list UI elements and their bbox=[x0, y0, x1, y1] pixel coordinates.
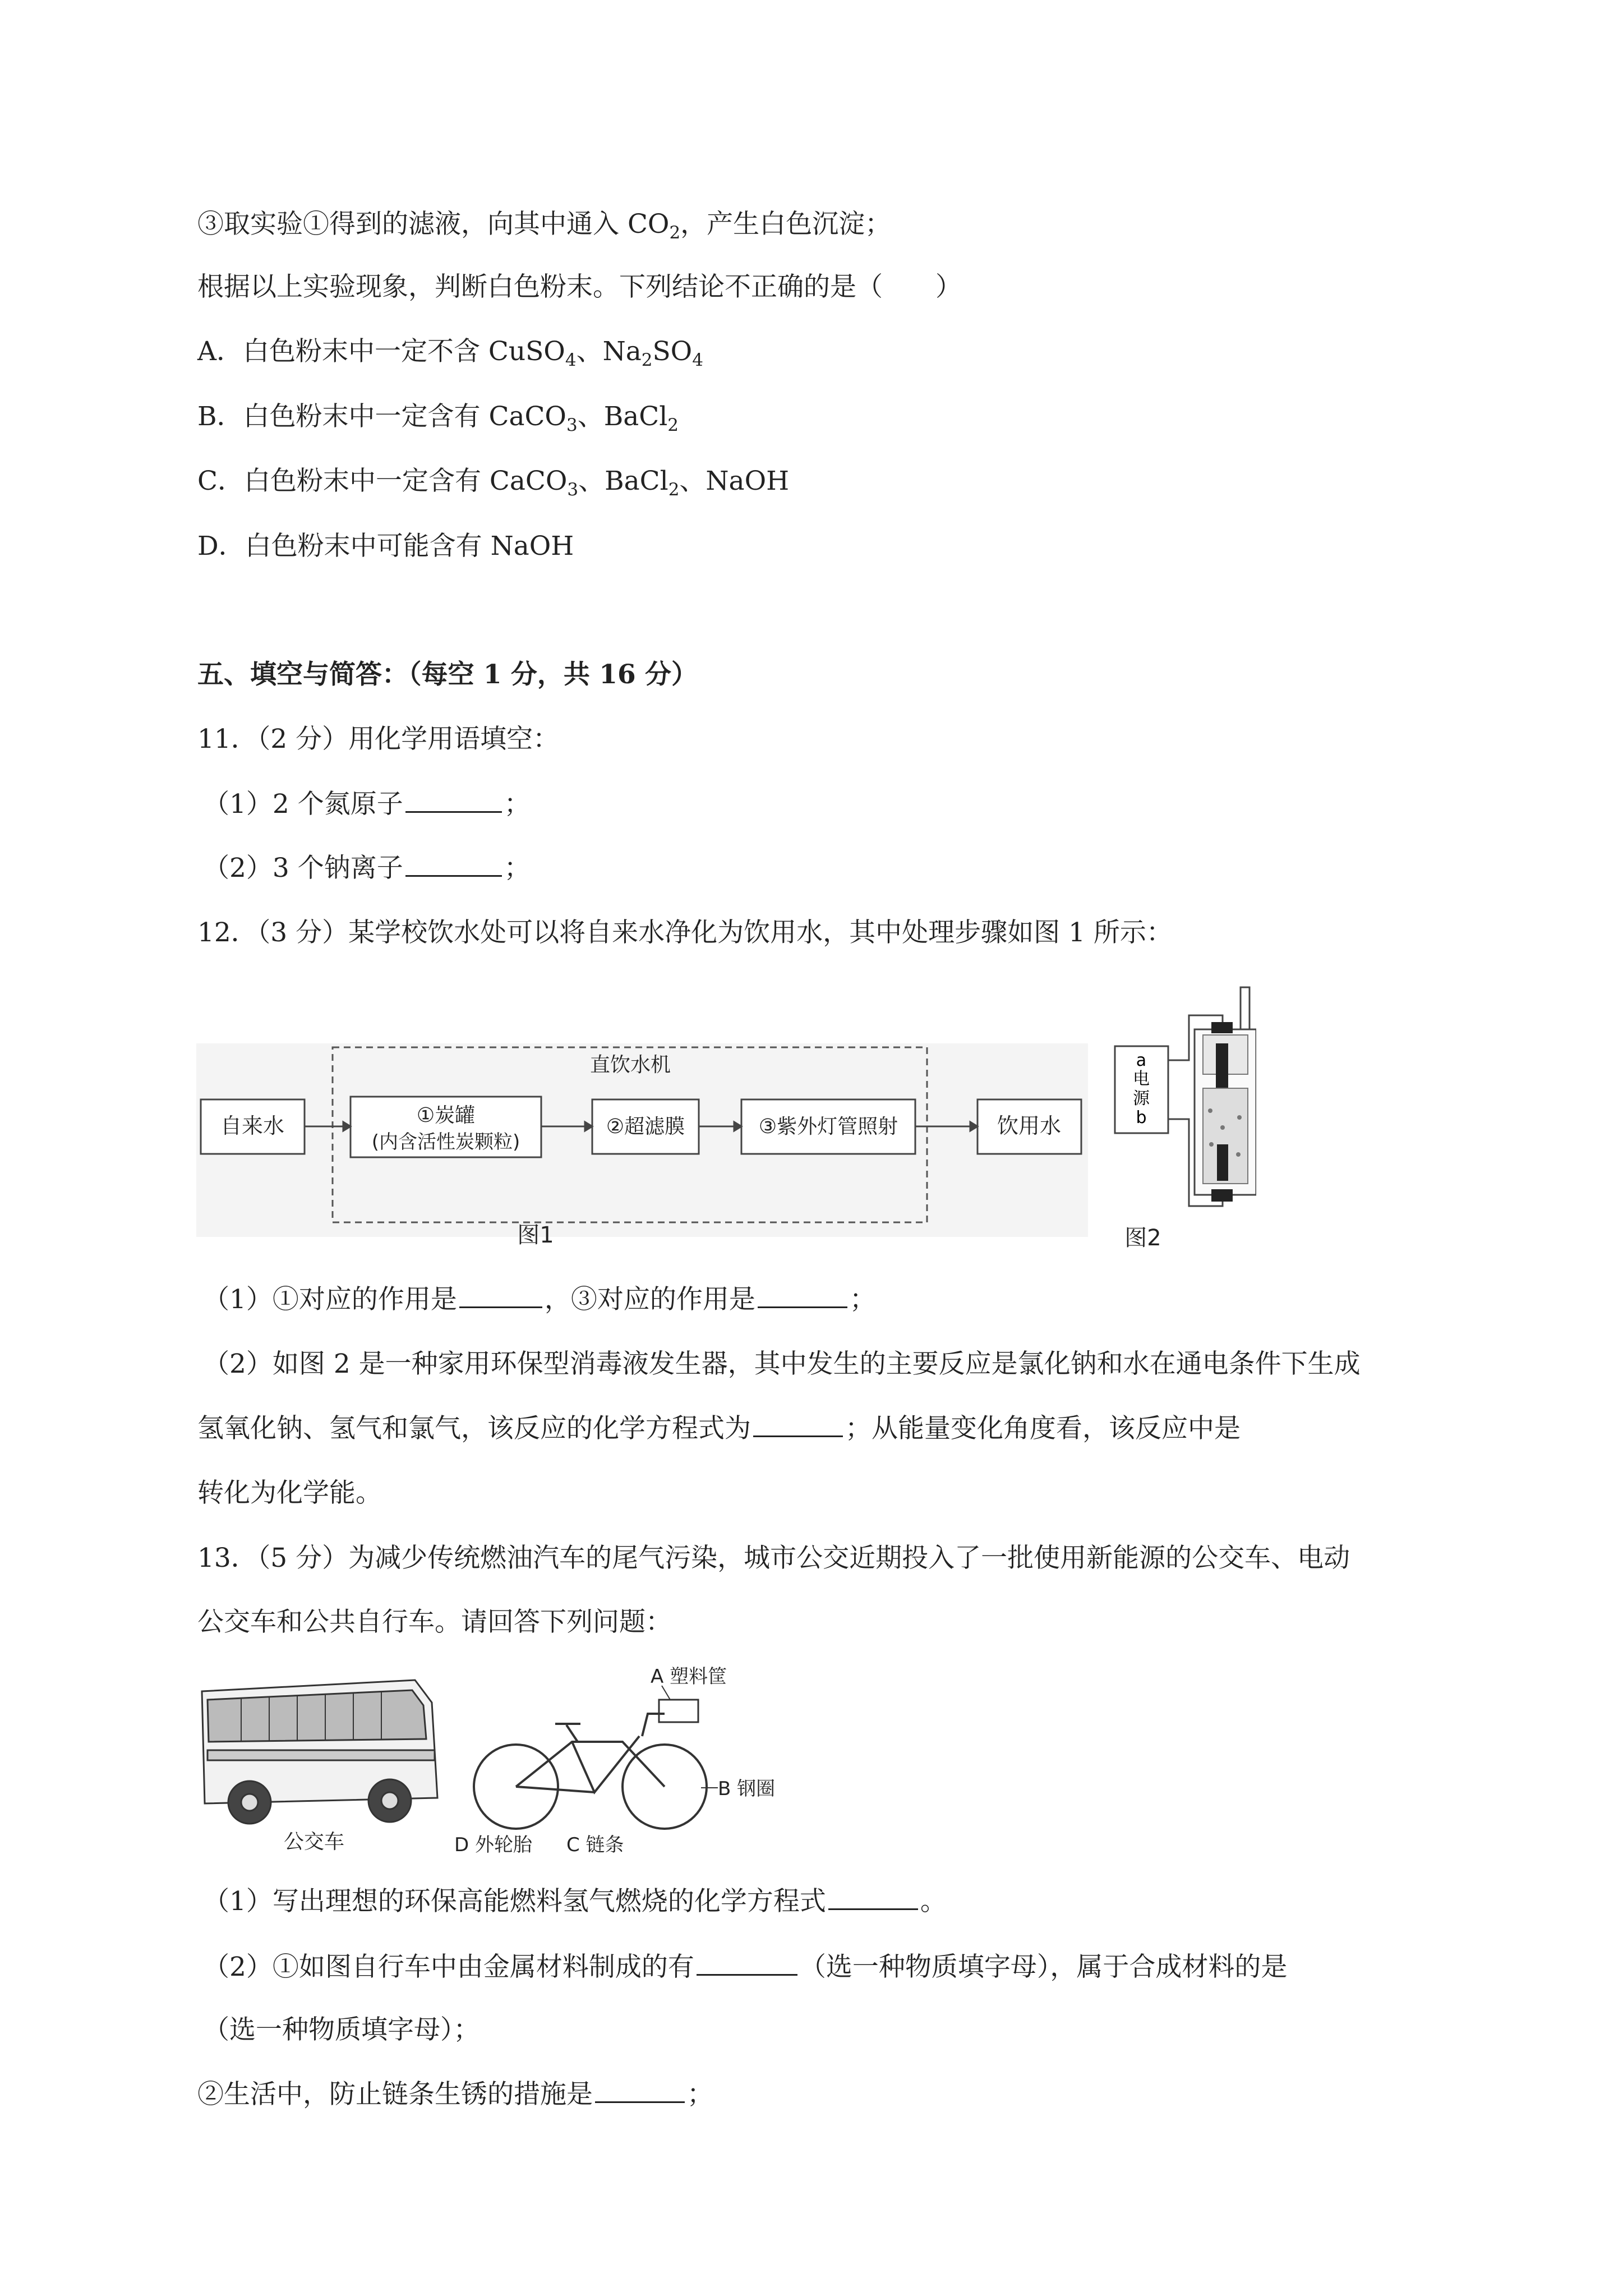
q12-part2-line2: 氢氧化钠、氢气和氯气，该反应的化学方程式为 ；从能量变化角度看，该反应中是 bbox=[197, 1413, 1241, 1444]
q13-part1: （1）写出理想的环保高能燃料氢气燃烧的化学方程式 。 bbox=[203, 1886, 947, 1917]
carbon-tank-sublabel: (内含活性炭颗粒) bbox=[371, 1131, 520, 1153]
bicycle-illustration bbox=[474, 1700, 707, 1829]
q10-option-c: C．白色粉末中一定含有 CaCO$_3$、BaCl$_2$、NaOH bbox=[197, 466, 790, 500]
q13-part2-line2: （选一种物质填字母）； bbox=[203, 2014, 480, 2045]
answer-blank[interactable] bbox=[405, 789, 502, 813]
figure-bus-bicycle bbox=[191, 1658, 808, 1871]
q10-option-a: A．白色粉末中一定不含 CuSO$_4$、$Na_2SO_4$ bbox=[197, 336, 703, 370]
figure-1-flowchart bbox=[196, 1032, 1094, 1257]
answer-blank[interactable] bbox=[595, 2079, 685, 2103]
bus-caption: 公交车 bbox=[283, 1830, 345, 1853]
q11-part1: （1）2 个氮原子 ； bbox=[203, 789, 531, 820]
label-outer-tire: D 外轮胎 bbox=[454, 1834, 532, 1856]
label-chain: C 链条 bbox=[566, 1834, 624, 1856]
figure-2-generator bbox=[1110, 976, 1256, 1268]
q13-part3: ②生活中，防止链条生锈的措施是 ； bbox=[197, 2079, 713, 2110]
answer-blank[interactable] bbox=[758, 1284, 847, 1308]
q10-option-d: D．白色粉末中可能含有 NaOH bbox=[197, 531, 574, 562]
drinking-water-label: 饮用水 bbox=[997, 1114, 1062, 1138]
q13-stem-line2: 公交车和公共自行车。请回答下列问题： bbox=[197, 1607, 672, 1637]
ultrafilter-label: ②超滤膜 bbox=[606, 1115, 685, 1138]
outlet-tube bbox=[1241, 987, 1249, 1029]
q10-prompt: 根据以上实验现象，判断白色粉末。下列结论不正确的是（ ） bbox=[197, 272, 962, 302]
terminal-a: a bbox=[1136, 1051, 1147, 1070]
q13-part2-line1: （2）①如图自行车中由金属材料制成的有 （选一种物质填字母），属于合成材料的是 bbox=[203, 1952, 1288, 1982]
bus-illustration bbox=[202, 1680, 437, 1824]
figure-2-caption: 图2 bbox=[1124, 1225, 1161, 1251]
q12-part2-line3: 转化为化学能。 bbox=[197, 1478, 382, 1508]
q10-step3: ③取实验①得到的滤液，向其中通入 $CO_2$，产生白色沉淀； bbox=[197, 209, 892, 243]
power-label-1: 电 bbox=[1133, 1069, 1150, 1089]
answer-blank[interactable] bbox=[697, 1952, 797, 1976]
tap-water-label: 自来水 bbox=[220, 1114, 285, 1138]
machine-group-label: 直饮水机 bbox=[589, 1053, 671, 1076]
uv-lamp-label: ③紫外灯管照射 bbox=[758, 1115, 898, 1138]
q12-part1: （1）①对应的作用是 ，③对应的作用是 ； bbox=[203, 1284, 876, 1315]
terminal-b: b bbox=[1136, 1108, 1147, 1128]
answer-blank[interactable] bbox=[405, 853, 502, 877]
carbon-tank-label: ①炭罐 bbox=[416, 1104, 476, 1127]
answer-blank[interactable] bbox=[753, 1413, 843, 1437]
q12-part2-line1: （2）如图 2 是一种家用环保型消毒液发生器，其中发生的主要反应是氯化钠和水在通电条件下生成 bbox=[203, 1349, 1361, 1379]
q13-stem-line1: 13．（5 分）为减少传统燃油汽车的尾气污染，城市公交近期投入了一批使用新能源的公交车、电动 bbox=[197, 1543, 1350, 1573]
q11-part2: （2）3 个钠离子 ； bbox=[203, 853, 531, 884]
answer-blank[interactable] bbox=[828, 1886, 918, 1910]
q12-stem: 12．（3 分）某学校饮水处可以将自来水净化为饮用水，其中处理步骤如图 1 所示： bbox=[197, 917, 1173, 948]
section-heading: 五、填空与简答：（每空 1 分，共 16 分） bbox=[197, 659, 698, 690]
figure-1-caption: 图1 bbox=[517, 1222, 554, 1248]
power-label-2: 源 bbox=[1133, 1089, 1150, 1108]
q10-option-b: B．白色粉末中一定含有 CaCO$_3$、BaCl$_2$ bbox=[197, 401, 679, 435]
label-steel-rim: B 钢圈 bbox=[718, 1778, 776, 1800]
lower-electrode bbox=[1217, 1144, 1228, 1181]
answer-blank[interactable] bbox=[459, 1284, 542, 1308]
label-plastic-basket: A 塑料筐 bbox=[651, 1665, 727, 1688]
q11-stem: 11．（2 分）用化学用语填空： bbox=[197, 724, 560, 754]
